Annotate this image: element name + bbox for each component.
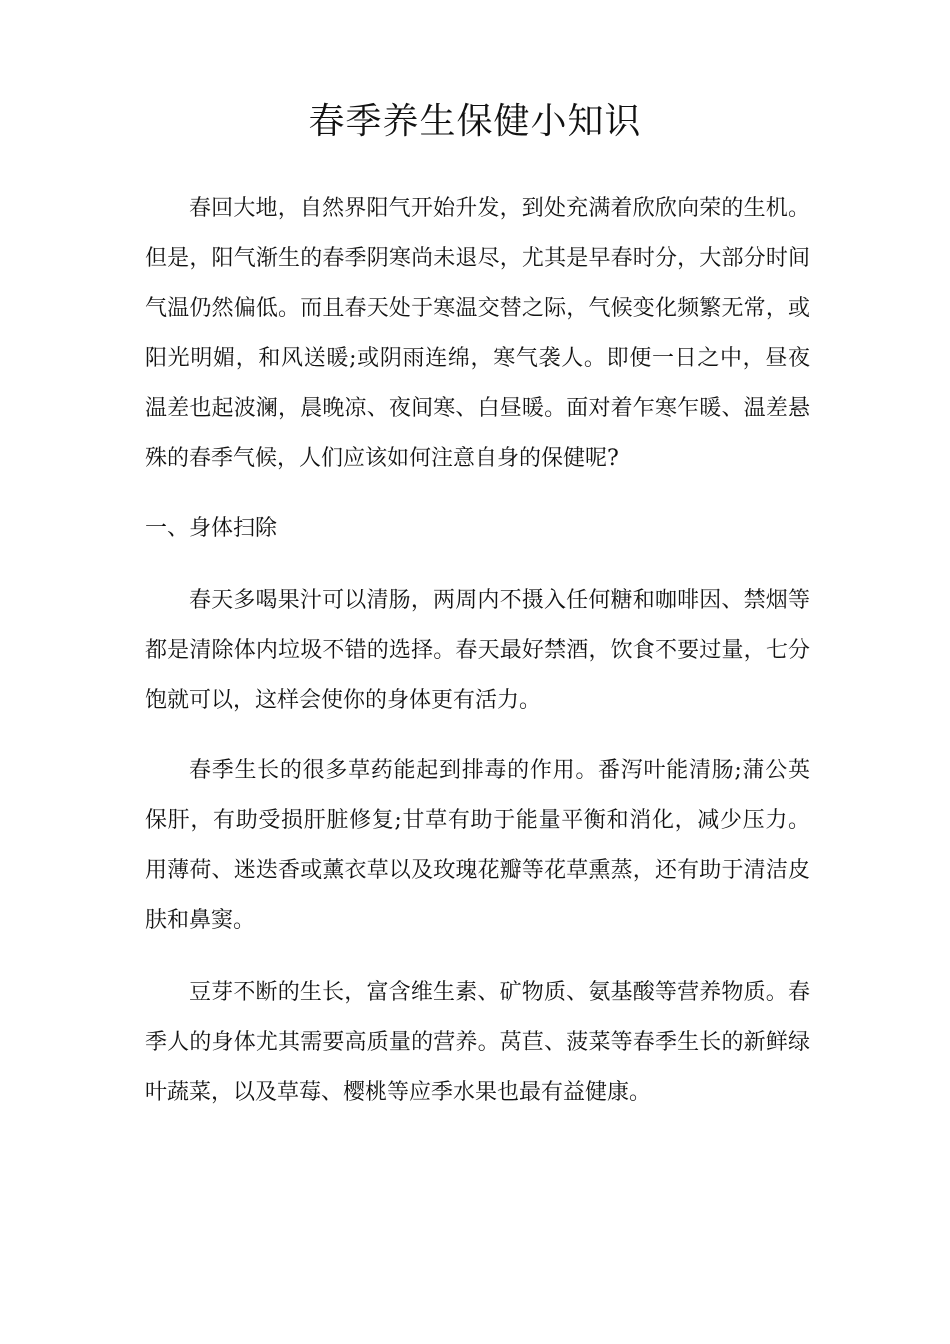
paragraph-sprouts-nutrition: 豆芽不断的生长，富含维生素、矿物质、氨基酸等营养物质。春季人的身体尤其需要高质量的营养。莴苣、菠菜等春季生长的新鲜绿叶蔬菜，以及草莓、樱桃等应季水果也最有益健康。 [145, 980, 810, 1105]
document-title: 春季养生保健小知识 [308, 101, 642, 142]
paragraph-herbs-detox: 春季生长的很多草药能起到排毒的作用。番泻叶能清肠;蒲公英保肝，有助受损肝脏修复;甘草有助于能量平衡和消化，减少压力。用薄荷、迷迭香或薰衣草以及玫瑰花瓣等花草熏蒸，还有助于清洁皮肤和鼻窦。 [145, 758, 810, 933]
intro-paragraph: 春回大地，自然界阳气开始升发，到处充满着欣欣向荣的生机。但是，阳气渐生的春季阴寒尚未退尽，尤其是早春时分，大部分时间气温仍然偏低。而且春天处于寒温交替之际，气候变化频繁无常，或阳光明媚，和风送暖;或阴雨连绵，寒气袭人。即便一日之中，昼夜温差也起波澜，晨晚凉、夜间寒、白昼暖。面对着乍寒乍暖、温差悬殊的春季气候，人们应该如何注意自身的保健呢? [145, 196, 810, 471]
section-heading: 一、身体扫除 [145, 516, 278, 541]
paragraph-juice-cleanse: 春天多喝果汁可以清肠，两周内不摄入任何糖和咖啡因、禁烟等都是清除体内垃圾不错的选择。春天最好禁酒，饮食不要过量，七分饱就可以，这样会使你的身体更有活力。 [145, 588, 810, 713]
